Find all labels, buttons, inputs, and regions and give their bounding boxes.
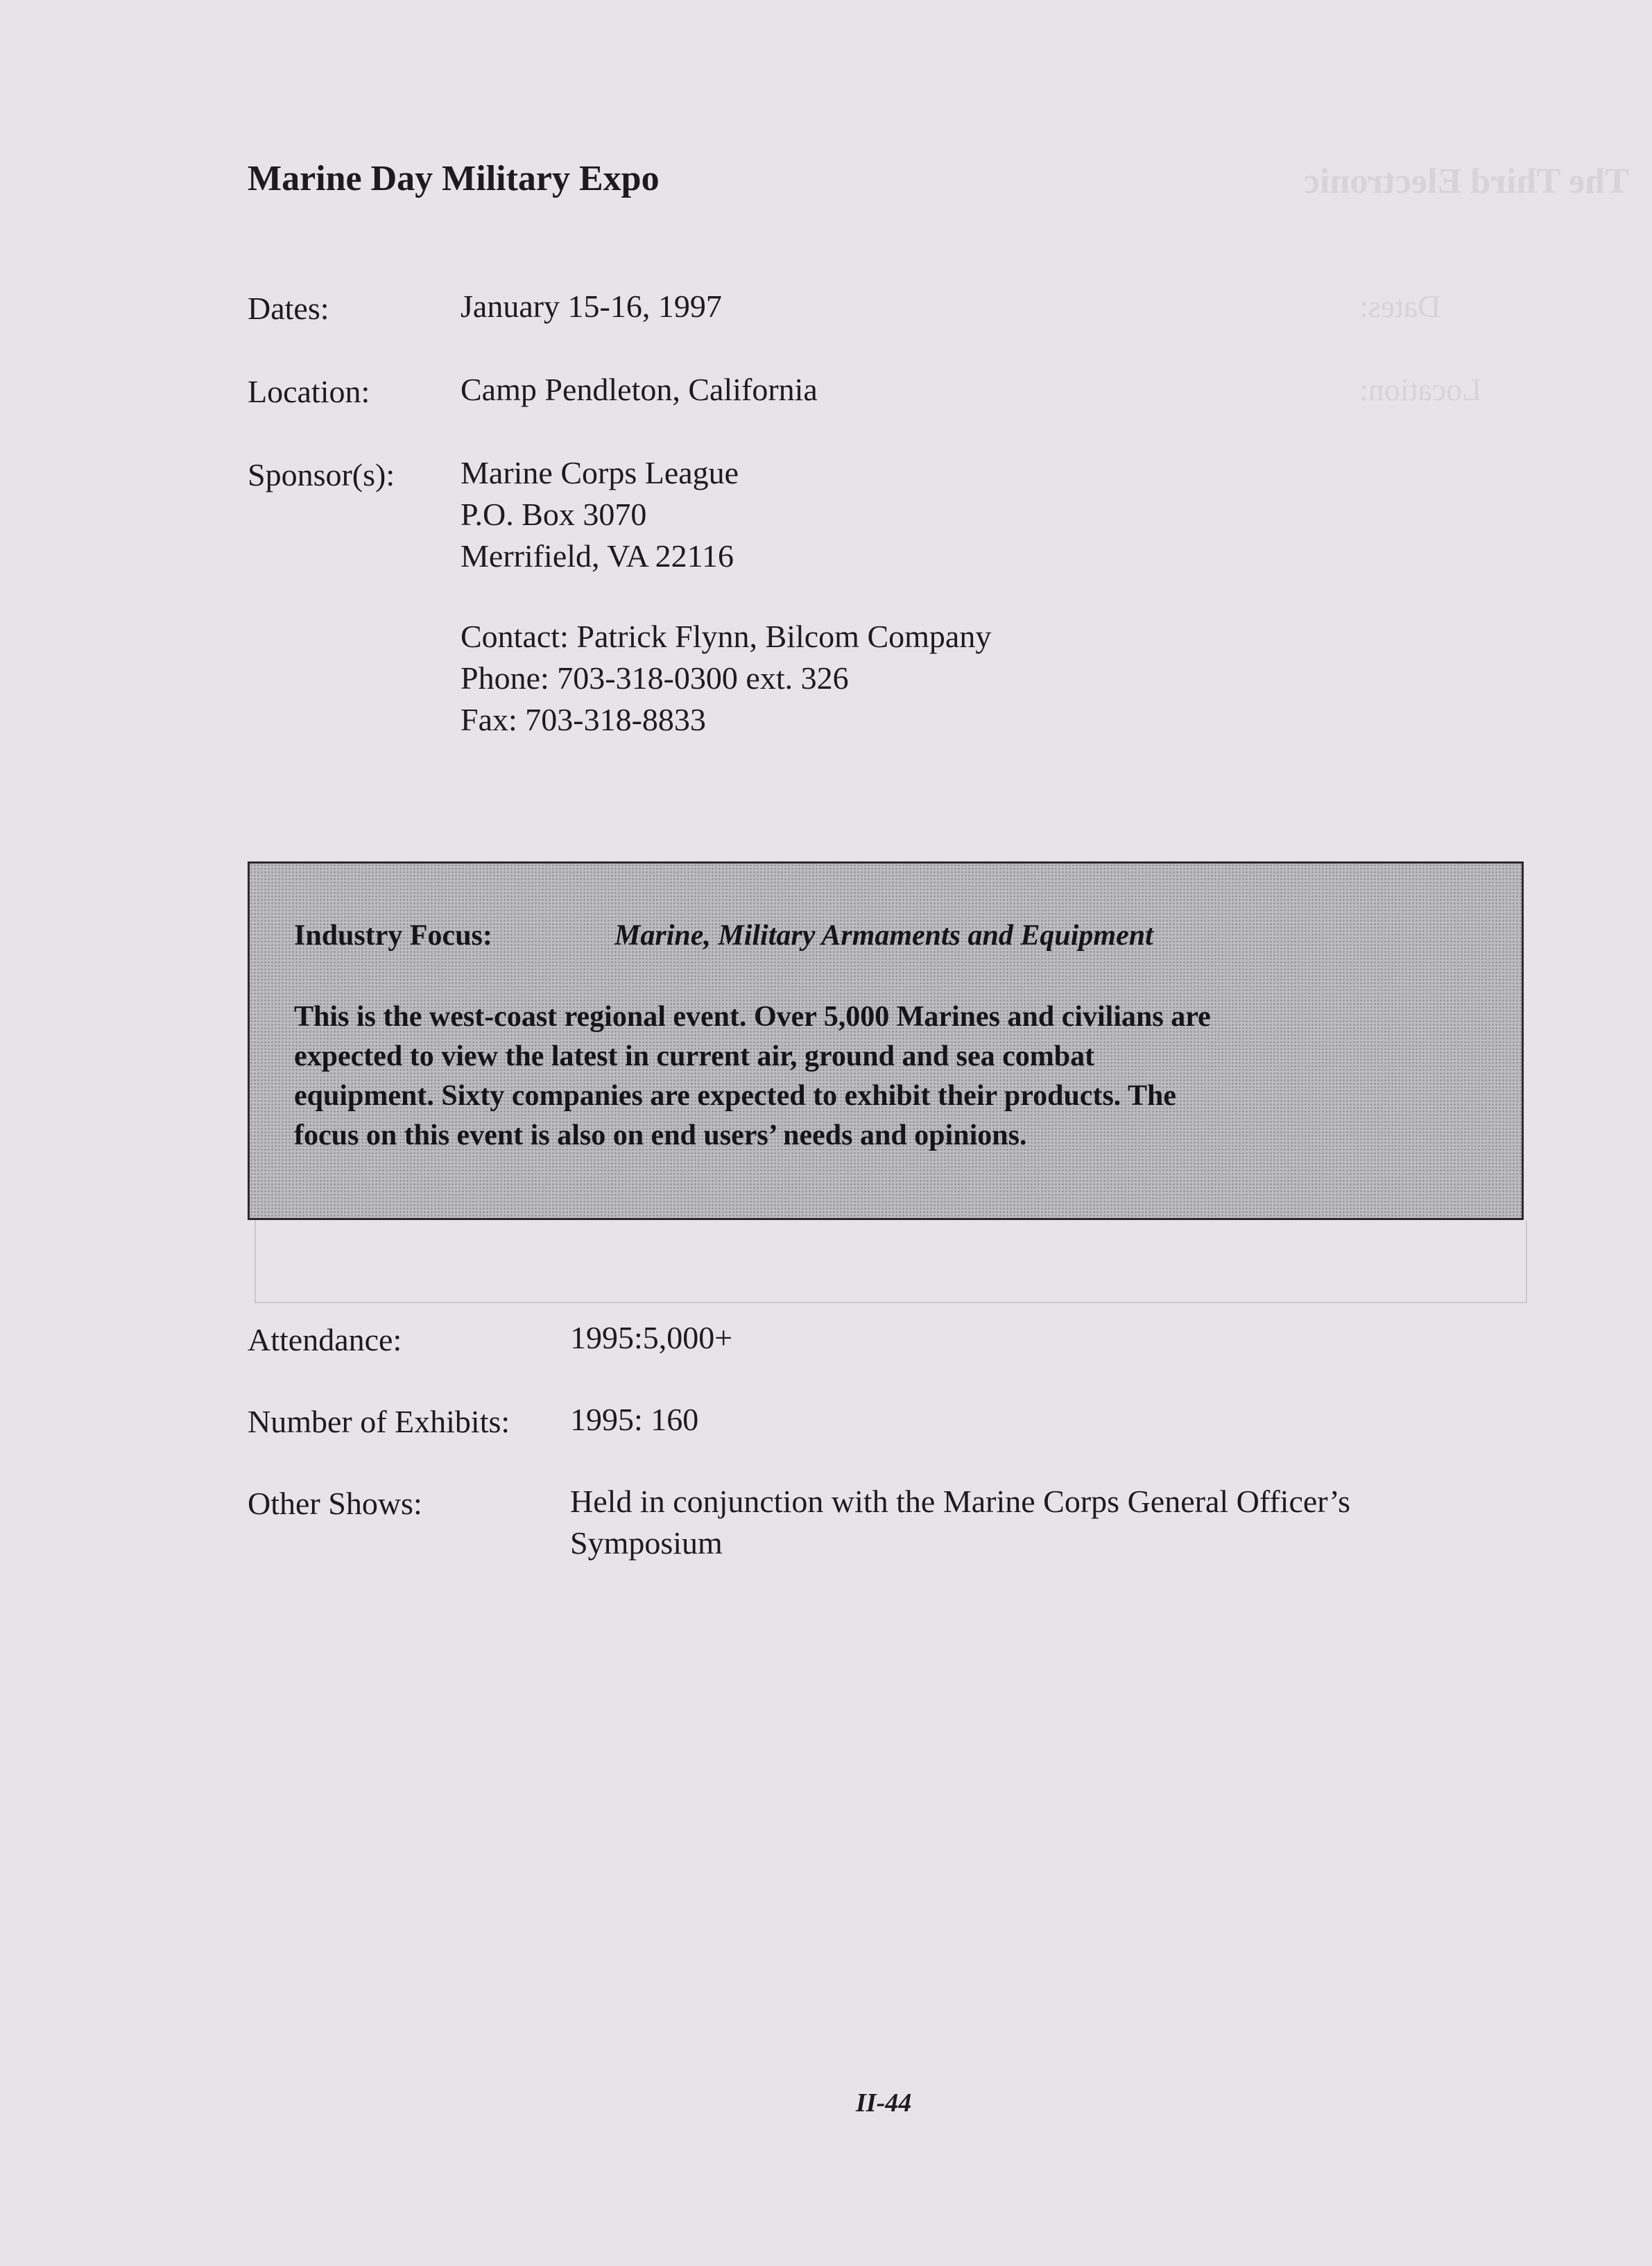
dates-label: Dates: — [248, 291, 329, 326]
industry-focus-description — [294, 997, 1487, 1156]
sponsors-label: Sponsor(s): — [248, 457, 395, 492]
exhibits-label: Number of Exhibits: — [248, 1404, 510, 1439]
focus-box-shadow — [255, 1220, 1527, 1303]
other-shows-value — [570, 1481, 1350, 1564]
sponsor-line: P.O. Box 3070 — [461, 497, 647, 532]
other-shows-line: Symposium — [570, 1525, 723, 1561]
fax-line: Fax: 703-318-8833 — [461, 702, 706, 737]
industry-focus-label: Industry Focus: — [294, 920, 492, 952]
attendance-value: 1995:5,000+ — [570, 1320, 733, 1355]
show-through-text: Location: — [1359, 372, 1482, 407]
exhibits-value: 1995: 160 — [570, 1402, 699, 1437]
show-through-text: The Third Electronic — [1304, 162, 1629, 201]
sponsor-address — [461, 452, 739, 577]
location-label: Location: — [248, 374, 370, 409]
location-value: Camp Pendleton, California — [461, 372, 818, 407]
page-title: Marine Day Military Expo — [248, 159, 660, 198]
phone-line: Phone: 703-318-0300 ext. 326 — [461, 660, 849, 696]
other-shows-label: Other Shows: — [248, 1486, 422, 1521]
dates-value: January 15-16, 1997 — [461, 289, 722, 324]
other-shows-line: Held in conjunction with the Marine Corps General Officer’s — [570, 1484, 1351, 1519]
focus-body-line: equipment. Sixty companies are expected to exhibit their products. The — [294, 1080, 1177, 1112]
page-number: II-44 — [856, 2088, 912, 2118]
focus-body-line: expected to view the latest in current air, ground and sea combat — [294, 1040, 1095, 1072]
contact-line: Contact: Patrick Flynn, Bilcom Company — [461, 619, 992, 654]
industry-focus-value: Marine, Military Armaments and Equipment — [614, 920, 1153, 952]
sponsor-line: Merrifield, VA 22116 — [461, 538, 734, 574]
attendance-label: Attendance: — [248, 1322, 402, 1357]
show-through-text: Dates: — [1359, 289, 1441, 324]
sponsor-contact — [461, 616, 991, 741]
focus-body-line: focus on this event is also on end users’ needs and opinions. — [294, 1119, 1027, 1151]
sponsor-line: Marine Corps League — [461, 455, 739, 490]
focus-body-line: This is the west-coast regional event. Over 5,000 Marines and civilians are — [294, 1001, 1211, 1033]
